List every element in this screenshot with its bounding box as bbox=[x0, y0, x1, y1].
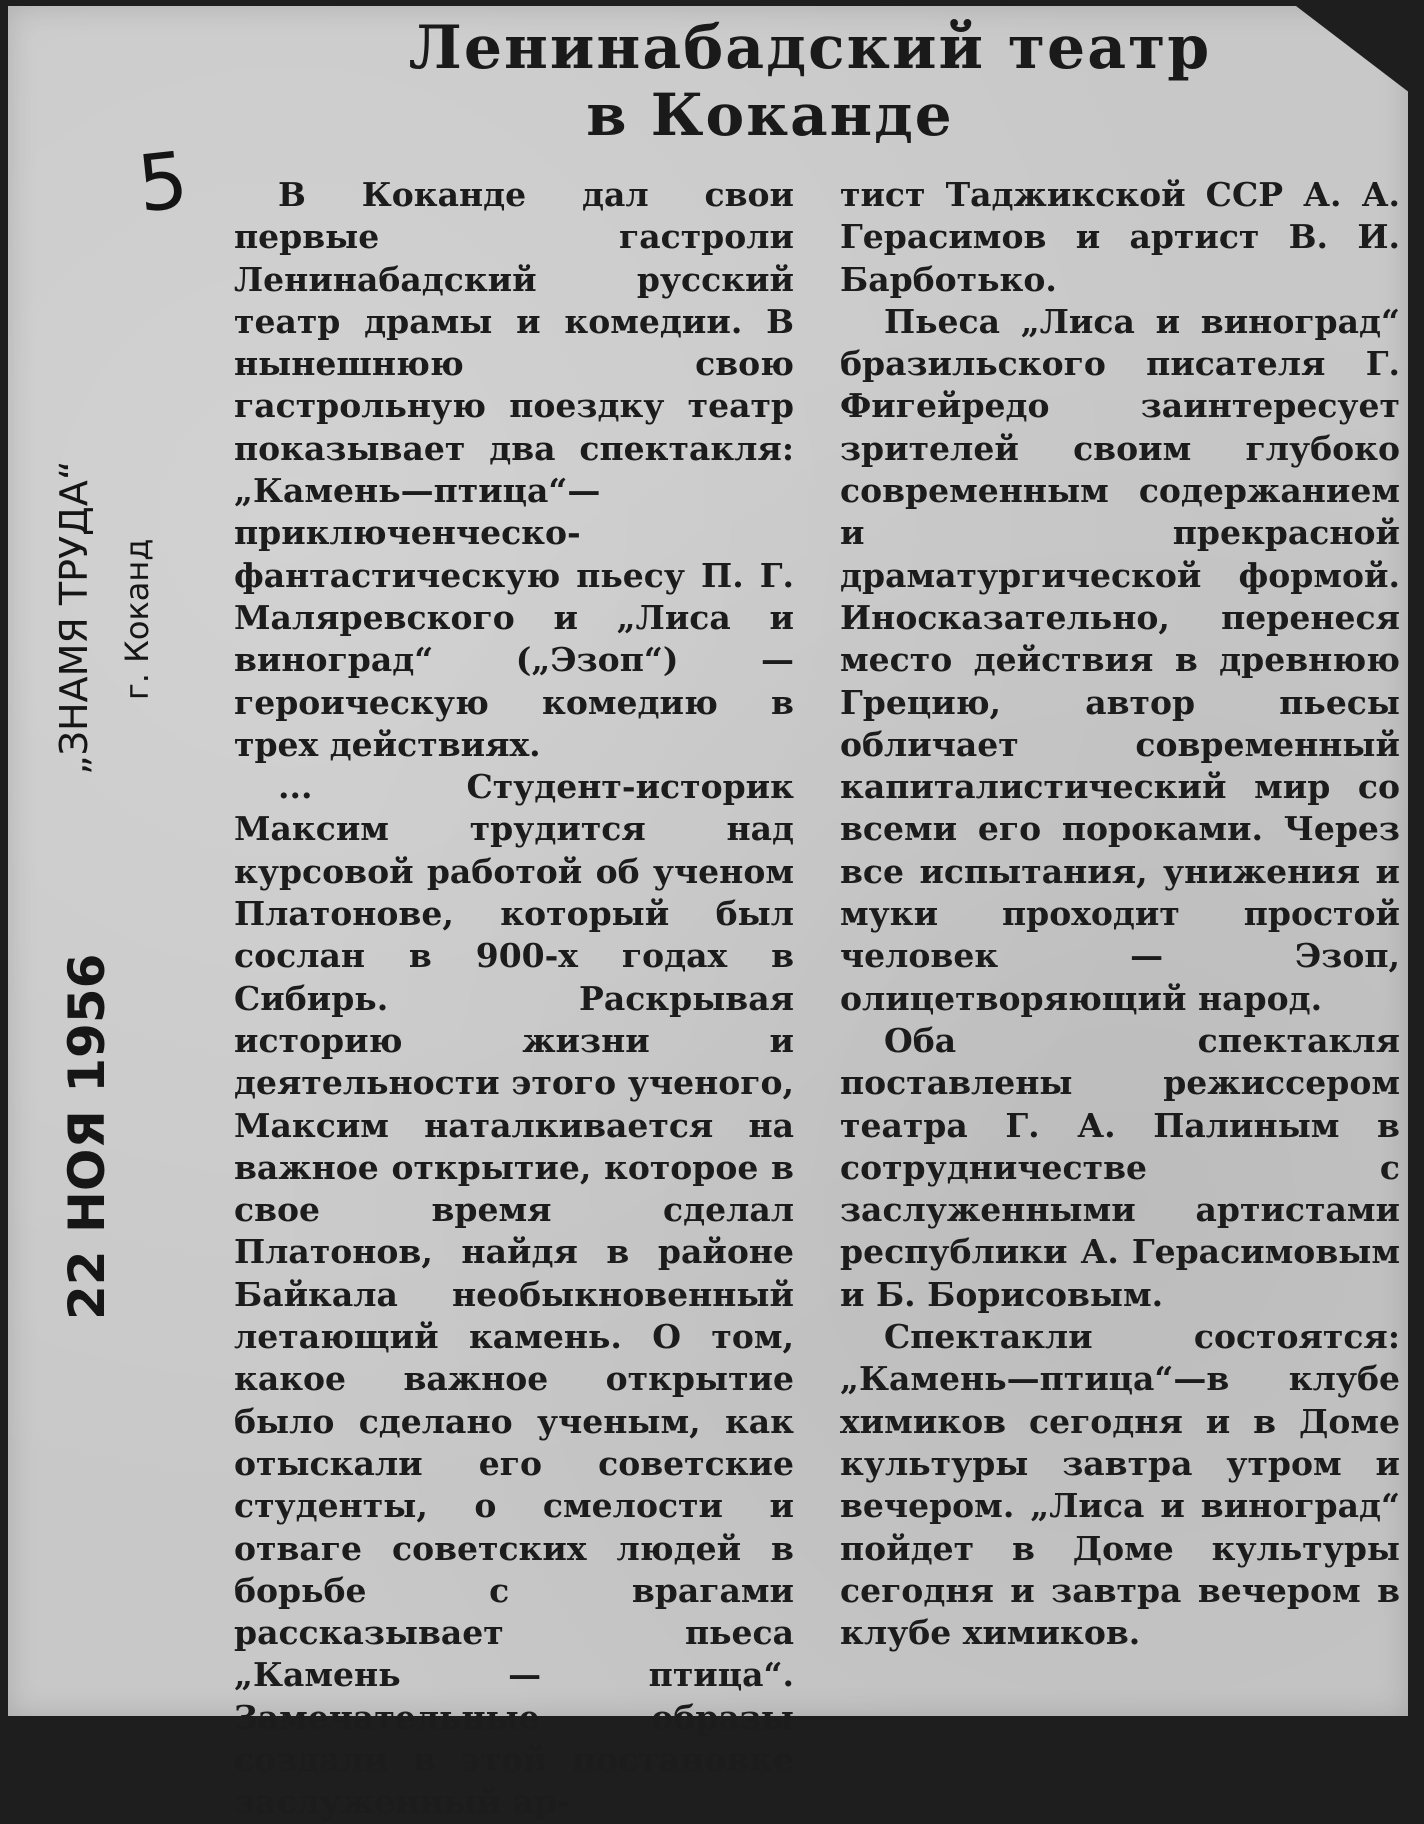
article-paragraph: В Коканде дал свои первые гастроли Ленинабадский русский театр драмы и комедии. В нынешнюю свою гастрольную поездку театр показывает два спектакля: „Камень—птица“— приключенческо-фантастическую пьесу П. Г. Маляревского и „Лиса и виноград“ („Эзоп“) — героическую комедию в трех действиях. bbox=[234, 175, 794, 764]
article-paragraph: Спектакли состоятся: „Камень—птица“—в клубе химиков сегодня и в Доме культуры завтра утром и вечером. „Лиса и виноград“ пойдет в Доме культуры сегодня и завтра вечером в клубе химиков. bbox=[840, 1317, 1400, 1653]
stamp-newspaper-name: „ЗНАМЯ ТРУДА“ bbox=[52, 460, 96, 775]
headline-line-1: Ленинабадский театр bbox=[408, 13, 1212, 83]
article-paragraph: ... Студент-историк Максим трудится над курсовой работой об ученом Платонове, который был сослан в 900-х годах в Сибирь. Раскрывая историю жизни и деятельности этого ученого, Максим наталкивается на важное открытие, которое в свое время сделал Платонов, найдя в районе Байкала необыкновенный летающий камень. О том, какое важное открытие было сделано ученым, как отыскали его советские студенты, о смелости и отваге советских людей в борьбе с врагами рассказывает пьеса „Камень — птица“. Замечательные образы создали в этой постановке заслуженный ар- bbox=[234, 767, 794, 1822]
article-column-left bbox=[234, 174, 794, 1824]
headline bbox=[360, 14, 1260, 148]
headline-line-2: в Коканде bbox=[586, 81, 954, 149]
handwritten-page-number: 5 bbox=[133, 135, 193, 231]
stamp-date: 22 НОЯ 1956 bbox=[58, 953, 116, 1320]
article-paragraph: Оба спектакля поставлены режиссером театра Г. А. Палиным в сотрудничестве с заслуженными артистами республики А. Герасимовым и Б. Борисовым. bbox=[840, 1020, 1400, 1314]
article-paragraph: Пьеса „Лиса и виноград“ бразильского писателя Г. Фигейредо заинтересует зрителей своим глубоко современным содержанием и прекрасной драматургической формой. Иносказательно, перенеся место действия в древнюю Грецию, автор пьесы обличает современный капиталистический мир со всеми его пороками. Через все испытания, унижения и муки проходит простой человек — Эзоп, олицетворяющий народ. bbox=[840, 301, 1400, 1018]
article-column-right bbox=[840, 174, 1400, 1654]
stamp-city: г. Коканд bbox=[118, 538, 156, 700]
article-paragraph: тист Таджикской ССР А. А. Герасимов и артист В. И. Барботько. bbox=[840, 175, 1400, 299]
